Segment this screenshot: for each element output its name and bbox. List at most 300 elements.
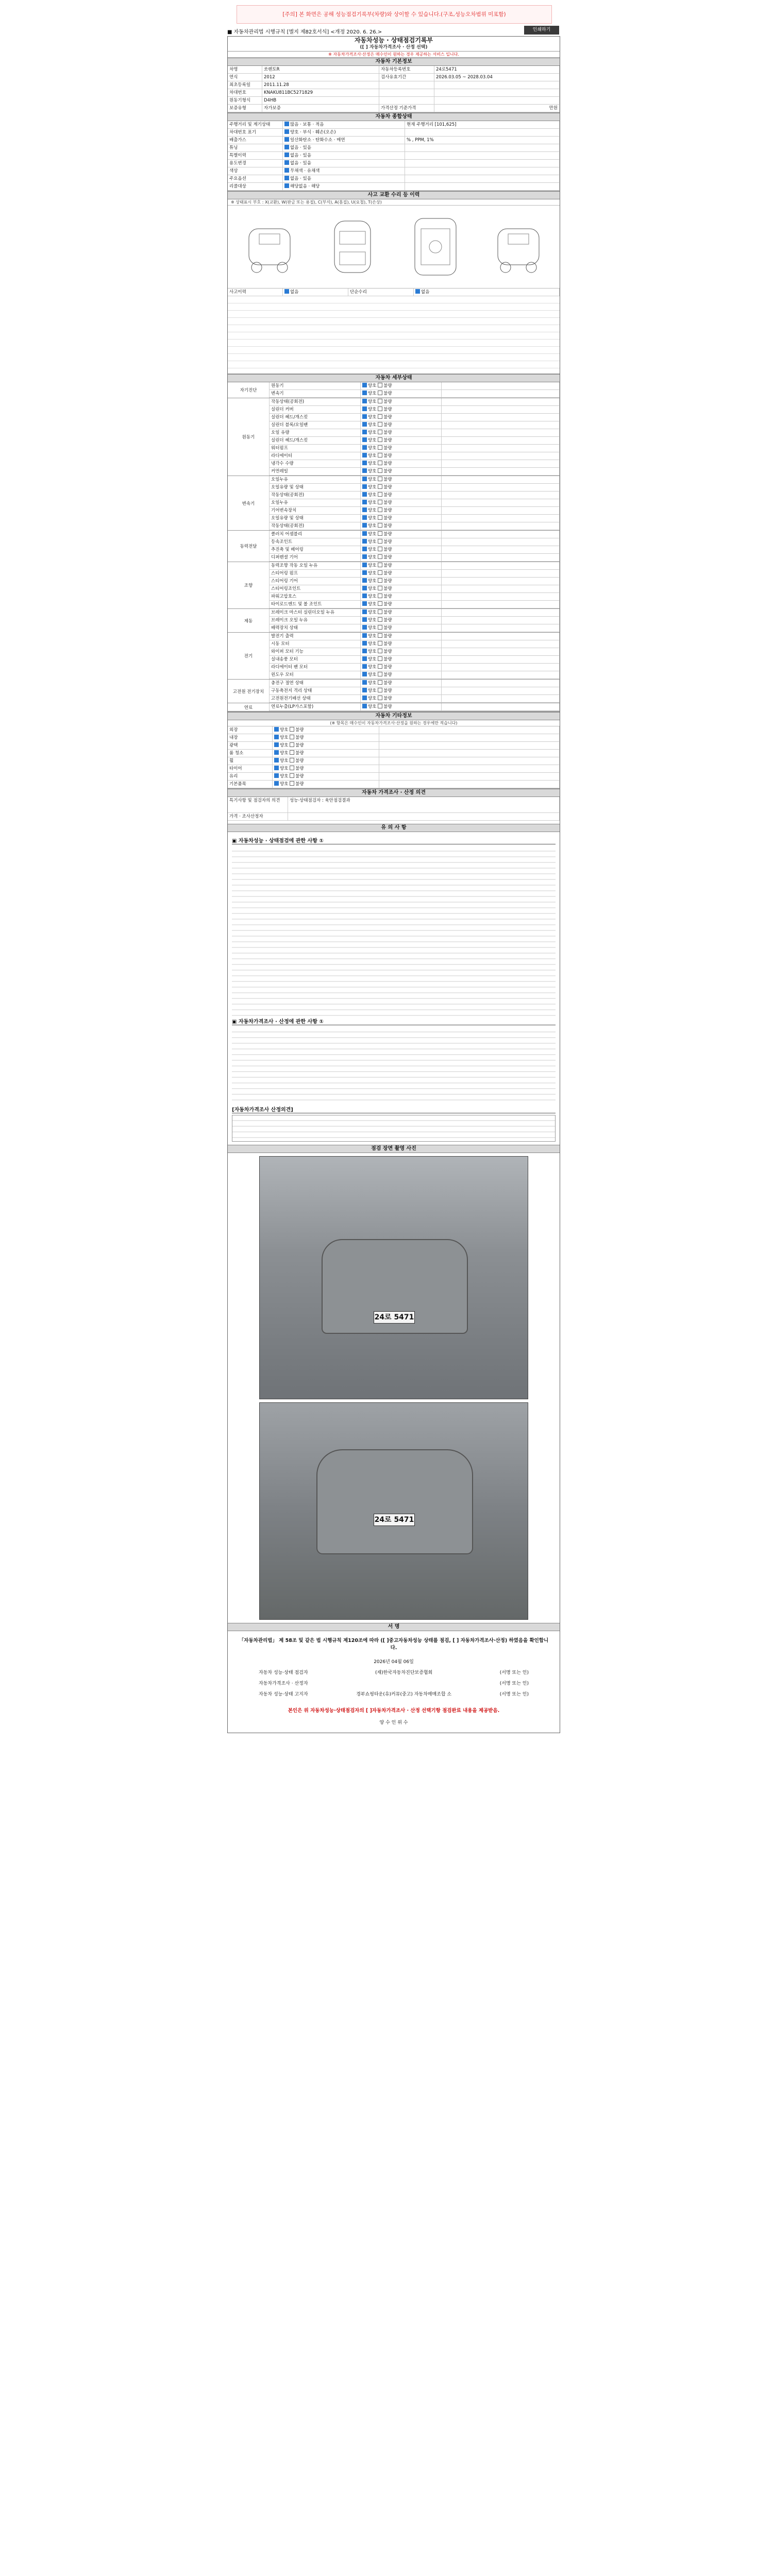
state-bad: 불량 — [295, 782, 304, 787]
state-good: 양호 — [368, 485, 377, 490]
state-good: 양호 — [368, 657, 377, 662]
state-good: 양호 — [368, 563, 377, 568]
detail-row — [270, 445, 560, 452]
detail-state[interactable] — [361, 593, 442, 600]
state-bad: 불량 — [383, 446, 392, 451]
state-bad: 불량 — [383, 571, 392, 576]
state-bad: 불량 — [383, 477, 392, 482]
detail-item: 라디에이터 — [270, 452, 361, 460]
state-bad: 불량 — [383, 688, 392, 693]
detail-item: 등속조인트 — [270, 538, 361, 546]
detail-row — [270, 554, 560, 562]
state-good: 양호 — [368, 430, 377, 435]
state-good: 양호 — [368, 477, 377, 482]
first-reg: 2011.11.28 — [262, 81, 379, 89]
detail-row — [270, 414, 560, 421]
state-bad: 불량 — [295, 766, 304, 771]
state-good: 양호 — [368, 634, 377, 639]
detail-item: 스티어링 펌프 — [270, 570, 361, 577]
etc-row — [228, 773, 560, 781]
detail-group-label: 전기 — [228, 633, 270, 679]
buyer-sign: 양 수 인 위 수 — [379, 1720, 408, 1725]
law-text: 「자동차관리법」 제 58조 및 같은 법 시행규칙 제120조에 따라 ([ ]중고자동차성능 상태를 점검, [ ] 자동차가격조사·산정) 하였음을 확인합니다. — [239, 1638, 549, 1651]
inspection-sheet — [227, 36, 560, 1733]
summary-state[interactable] — [283, 160, 405, 167]
etc-item: 기본품목 — [228, 781, 273, 788]
detail-state[interactable] — [361, 617, 442, 624]
summary-table — [228, 121, 560, 191]
notifier-value: 경부쇼핑타운(유)커뮤(중고) 자동차매매조합 소 — [356, 1692, 452, 1697]
car-top-view-icon — [405, 213, 466, 280]
state-bad: 불량 — [383, 641, 392, 647]
detail-row — [270, 617, 560, 624]
etc-state[interactable] — [273, 757, 379, 765]
detail-state[interactable] — [361, 484, 442, 491]
detail-group — [228, 476, 560, 531]
detail-row — [270, 703, 560, 711]
state-good: 양호 — [368, 696, 377, 701]
detail-state[interactable] — [361, 445, 442, 452]
detail-row — [270, 695, 560, 703]
detail-item: 브레이크 마스터 실린더오일 누유 — [270, 609, 361, 616]
detail-item: 고전원전기배선 상태 — [270, 695, 361, 702]
summary-row — [228, 137, 560, 144]
signature-row-pricer — [228, 1677, 560, 1688]
print-button[interactable]: 인쇄하기 — [524, 26, 559, 35]
detail-state[interactable] — [361, 570, 442, 577]
summary-state-text: 없음 · 있음 — [290, 153, 311, 158]
detail-item: 타이로드엔드 및 볼 조인트 — [270, 601, 361, 608]
detail-state[interactable] — [361, 554, 442, 561]
state-good: 양호 — [368, 672, 377, 677]
summary-value — [405, 152, 560, 159]
state-good: 양호 — [368, 516, 377, 521]
detail-state[interactable] — [361, 633, 442, 640]
accident-none-checkbox[interactable] — [283, 289, 348, 296]
summary-state[interactable] — [283, 175, 405, 182]
repair-none-checkbox[interactable] — [414, 289, 560, 296]
detail-group-label: 원동기 — [228, 398, 270, 476]
accident-summary-row — [228, 289, 560, 296]
detail-state[interactable] — [361, 703, 442, 710]
summary-value — [405, 129, 560, 136]
state-bad: 불량 — [383, 415, 392, 420]
detail-group — [228, 382, 560, 398]
detail-row — [270, 484, 560, 492]
detail-state[interactable] — [361, 421, 442, 429]
detail-state[interactable] — [361, 460, 442, 467]
state-bad: 불량 — [383, 516, 392, 521]
summary-row — [228, 152, 560, 160]
state-bad: 불량 — [383, 665, 392, 670]
detail-row — [270, 585, 560, 593]
price-opinion-box — [232, 1115, 556, 1142]
state-good: 양호 — [368, 493, 377, 498]
detail-state[interactable] — [361, 640, 442, 648]
detail-item: 충전구 절연 상태 — [270, 680, 361, 687]
state-bad: 불량 — [383, 508, 392, 513]
engine-value: D4HB — [262, 97, 379, 104]
state-good: 양호 — [368, 704, 377, 709]
state-good: 양호 — [368, 422, 377, 428]
state-good: 양호 — [368, 641, 377, 647]
detail-group — [228, 680, 560, 703]
price-opinion-label: 가격 · 조사산정자 — [228, 813, 288, 820]
plate-value: 24로5471 — [434, 66, 560, 73]
summary-row — [228, 160, 560, 167]
state-good: 양호 — [368, 500, 377, 505]
state-good: 양호 — [280, 743, 289, 748]
detail-state[interactable] — [361, 546, 442, 553]
detail-state[interactable] — [361, 585, 442, 592]
state-bad: 불량 — [383, 704, 392, 709]
detail-item: 오일유량 및 상태 — [270, 484, 361, 491]
summary-state[interactable] — [283, 121, 405, 128]
inspection-photo-rear — [259, 1402, 528, 1620]
state-good: 양호 — [368, 571, 377, 576]
etc-row — [228, 726, 560, 734]
state-bad: 불량 — [383, 594, 392, 599]
state-good: 양호 — [368, 415, 377, 420]
summary-item: 주행거리 및 계기상태 — [228, 121, 283, 128]
form-legal-reference: ■ 자동차관리법 시행규칙 [별지 제82호서식] <개정 2020. 6. 26.> — [227, 29, 382, 35]
detail-item: 추진축 및 베어링 — [270, 546, 361, 553]
detail-item: 원동기 — [270, 382, 361, 389]
state-good: 양호 — [368, 391, 377, 396]
detail-table — [228, 382, 560, 712]
detail-item: 파워고압호스 — [270, 593, 361, 600]
summary-state-text: 없음 · 있음 — [290, 161, 311, 166]
detail-state[interactable] — [361, 406, 442, 413]
etc-state[interactable] — [273, 742, 379, 749]
signature-header: 서 명 — [228, 1623, 560, 1631]
detail-state[interactable] — [361, 476, 442, 483]
etc-item: 광택 — [228, 742, 273, 749]
summary-state[interactable] — [283, 129, 405, 136]
summary-row — [228, 183, 560, 191]
detail-state[interactable] — [361, 695, 442, 702]
summary-state-text: 양호 · 부식 · 훼손(오손) — [290, 130, 336, 135]
detail-item: 시동 모터 — [270, 640, 361, 648]
detail-item: 작동상태(공회전) — [270, 398, 361, 405]
state-bad: 불량 — [383, 391, 392, 396]
license-plate-front: 24로 5471 — [374, 1311, 415, 1324]
opinion-header: 자동차 가격조사 · 산정 의견 — [228, 789, 560, 797]
state-bad: 불량 — [383, 399, 392, 404]
state-bad: 불량 — [383, 625, 392, 631]
etc-item: 내장 — [228, 734, 273, 741]
summary-value — [405, 183, 560, 190]
engine-label: 원동기형식 — [228, 97, 262, 104]
warranty-label: 보증유형 — [228, 105, 262, 112]
state-bad: 불량 — [383, 493, 392, 498]
detail-header: 자동차 세부상태 — [228, 374, 560, 382]
year-value: 2012 — [262, 74, 379, 81]
top-warning-banner: [주의] 본 화면은 공해 성능점검기록부(차량)와 상이할 수 있습니다.(구조,성능오차범위 미포함) — [237, 5, 552, 24]
notifier-label: 자동차 성능·상태 고지자 — [259, 1692, 308, 1697]
detail-state[interactable] — [361, 624, 442, 632]
summary-state[interactable] — [283, 152, 405, 159]
detail-state[interactable] — [361, 562, 442, 569]
summary-row — [228, 129, 560, 137]
summary-item: 특별이력 — [228, 152, 283, 159]
car-front-view-icon — [322, 213, 383, 280]
detail-row — [270, 609, 560, 617]
detail-item: 윈도우 모터 — [270, 671, 361, 679]
detail-row — [270, 601, 560, 608]
signature-block — [228, 1631, 560, 1733]
summary-item: 용도변경 — [228, 160, 283, 167]
detail-state[interactable] — [361, 414, 442, 421]
summary-state-text: 없음 · 있음 — [290, 176, 311, 181]
state-good: 양호 — [368, 594, 377, 599]
car-name: 쏘렌토R — [262, 66, 379, 73]
detail-group-label: 변속기 — [228, 476, 270, 530]
summary-row — [228, 167, 560, 175]
state-bad: 불량 — [383, 485, 392, 490]
summary-state-text: 없음 · 있음 — [290, 145, 311, 150]
detail-state[interactable] — [361, 515, 442, 522]
state-good: 양호 — [368, 625, 377, 631]
state-good: 양호 — [280, 782, 289, 787]
summary-value — [405, 167, 560, 175]
detail-item: 스티어링 기어 — [270, 578, 361, 585]
etc-item: 타이어 — [228, 765, 273, 772]
state-bad: 불량 — [383, 407, 392, 412]
detail-state[interactable] — [361, 601, 442, 608]
detail-state[interactable] — [361, 531, 442, 538]
state-bad: 불량 — [383, 681, 392, 686]
etc-row — [228, 742, 560, 750]
state-good: 양호 — [368, 446, 377, 451]
detail-state[interactable] — [361, 538, 442, 546]
summary-state-text: 일산화탄소 · 탄화수소 · 매연 — [290, 138, 345, 143]
etc-row — [228, 750, 560, 757]
state-good: 양호 — [280, 751, 289, 756]
etc-item: 외장 — [228, 726, 273, 734]
detail-state[interactable] — [361, 664, 442, 671]
detail-state[interactable] — [361, 398, 442, 405]
state-good: 양호 — [368, 532, 377, 537]
detail-state[interactable] — [361, 687, 442, 694]
form-title-block — [228, 37, 560, 52]
detail-item: 디퍼렌셜 기어 — [270, 554, 361, 561]
summary-item: 색상 — [228, 167, 283, 175]
detail-state[interactable] — [361, 437, 442, 444]
detail-group — [228, 633, 560, 680]
summary-item: 차대번호 표기 — [228, 129, 283, 136]
signature-row-notifier — [228, 1688, 560, 1699]
summary-item: 튜닝 — [228, 144, 283, 151]
detail-row — [270, 515, 560, 522]
state-bad: 불량 — [295, 758, 304, 764]
detail-item: 클러치 어셈블리 — [270, 531, 361, 538]
etc-state[interactable] — [273, 773, 379, 780]
detail-item: 변속기 — [270, 390, 361, 397]
detail-row — [270, 429, 560, 437]
summary-state[interactable] — [283, 137, 405, 144]
inspect-period: 2026.03.05 ~ 2028.03.04 — [434, 74, 560, 81]
detail-row — [270, 648, 560, 656]
summary-state-text: 무채색 · 유채색 — [290, 168, 320, 174]
detail-item: 와이퍼 모터 기능 — [270, 648, 361, 655]
detail-group-label: 고전원 전기장치 — [228, 680, 270, 703]
state-good: 양호 — [280, 766, 289, 771]
state-bad: 불량 — [383, 555, 392, 560]
notes-section-2-title: ▣ 자동차가격조사 · 산정에 관한 사항 ① — [232, 1019, 556, 1025]
car-rear-shape — [316, 1449, 473, 1554]
state-bad: 불량 — [383, 422, 392, 428]
etc-state[interactable] — [273, 765, 379, 772]
state-good: 양호 — [368, 688, 377, 693]
detail-row — [270, 398, 560, 406]
state-good: 양호 — [368, 539, 377, 545]
summary-state[interactable] — [283, 144, 405, 151]
form-subtitle: ([ ] 자동차가격조사 · 산정 선택) — [360, 45, 428, 50]
year-label: 연식 — [228, 74, 262, 81]
detail-row — [270, 538, 560, 546]
state-good: 양호 — [368, 453, 377, 459]
photo-header: 점검 장면 촬영 사진 — [228, 1145, 560, 1153]
detail-item: 오일누유 — [270, 476, 361, 483]
detail-state[interactable] — [361, 609, 442, 616]
detail-row — [270, 522, 560, 530]
inspector-value: (재)한국자동차진단보증협회 — [375, 1670, 433, 1675]
state-good: 양호 — [368, 438, 377, 443]
signature-row-inspector — [228, 1667, 560, 1677]
state-bad: 불량 — [383, 610, 392, 615]
simple-repair-label: 단순수리 — [348, 289, 414, 296]
repair-none-label: 없음 — [421, 290, 430, 295]
detail-row — [270, 499, 560, 507]
detail-row — [270, 468, 560, 476]
inspect-period-label: 검사유효기간 — [379, 74, 434, 81]
detail-row — [270, 680, 560, 687]
etc-header: 자동차 기타정보 — [228, 712, 560, 720]
detail-item: 연료누출(LP가스포함) — [270, 703, 361, 710]
state-bad: 불량 — [383, 634, 392, 639]
detail-item: 커먼레일 — [270, 468, 361, 475]
state-good: 양호 — [368, 610, 377, 615]
form-title: 자동차성능 · 상태점검기록부 — [354, 37, 433, 44]
detail-state[interactable] — [361, 648, 442, 655]
detail-item: 작동상태(공회전) — [270, 492, 361, 499]
etc-state[interactable] — [273, 750, 379, 757]
state-bad: 불량 — [383, 618, 392, 623]
state-good: 양호 — [368, 399, 377, 404]
detail-state[interactable] — [361, 680, 442, 687]
accident-note: ※ 상태표시 부호 : X(교환), W(판금 또는 용접), C(부식), A(흠집), U(요철), T(손상) — [228, 199, 560, 206]
header-line — [227, 26, 559, 35]
detail-state[interactable] — [361, 382, 442, 389]
state-good: 양호 — [280, 727, 289, 733]
detail-state[interactable] — [361, 468, 442, 475]
summary-state[interactable] — [283, 183, 405, 190]
detail-state[interactable] — [361, 507, 442, 514]
detail-row — [270, 390, 560, 398]
detail-item: 작동상태(공회전) — [270, 522, 361, 530]
etc-state[interactable] — [273, 726, 379, 734]
warranty-value: 자가보증 — [262, 105, 379, 112]
state-bad: 불량 — [383, 539, 392, 545]
state-good: 양호 — [368, 618, 377, 623]
basic-info-header: 자동차 기본정보 — [228, 58, 560, 66]
detail-state[interactable] — [361, 390, 442, 397]
summary-value: % , PPM, 1% — [405, 137, 560, 144]
state-bad: 불량 — [295, 774, 304, 779]
state-good: 양호 — [368, 602, 377, 607]
detail-item: 스티어링조인트 — [270, 585, 361, 592]
state-bad: 불량 — [295, 743, 304, 748]
detail-state[interactable] — [361, 452, 442, 460]
detail-group — [228, 703, 560, 711]
state-good: 양호 — [368, 523, 377, 529]
notes-section-1-text — [232, 846, 556, 1016]
detail-row — [270, 687, 560, 695]
state-good: 양호 — [368, 547, 377, 552]
detail-row — [270, 452, 560, 460]
summary-item: 주요옵션 — [228, 175, 283, 182]
state-good: 양호 — [280, 758, 289, 764]
detail-state[interactable] — [361, 492, 442, 499]
detail-state[interactable] — [361, 499, 442, 506]
detail-row — [270, 593, 560, 601]
price-unit: 만원 — [434, 105, 560, 112]
state-bad: 불량 — [383, 532, 392, 537]
detail-row — [270, 531, 560, 538]
summary-row — [228, 121, 560, 129]
summary-row — [228, 144, 560, 152]
summary-value — [405, 160, 560, 167]
etc-row — [228, 765, 560, 773]
summary-header: 자동차 종합상태 — [228, 113, 560, 121]
summary-value — [405, 175, 560, 182]
detail-group — [228, 398, 560, 476]
detail-row — [270, 633, 560, 640]
notes-section-2-text — [232, 1027, 556, 1104]
etc-row — [228, 781, 560, 788]
detail-state[interactable] — [361, 656, 442, 663]
detail-row — [270, 656, 560, 664]
detail-item: 실내송풍 모터 — [270, 656, 361, 663]
state-bad: 불량 — [383, 461, 392, 466]
detail-group-label: 동력전달 — [228, 531, 270, 562]
summary-item: 리콜대상 — [228, 183, 283, 190]
detail-item: 구동축전지 격리 상태 — [270, 687, 361, 694]
detail-group-label: 제동 — [228, 609, 270, 632]
license-plate-rear: 24로 5471 — [374, 1514, 415, 1526]
summary-state[interactable] — [283, 167, 405, 175]
etc-state[interactable] — [273, 781, 379, 788]
state-bad: 불량 — [383, 430, 392, 435]
state-bad: 불량 — [383, 500, 392, 505]
state-bad: 불량 — [383, 469, 392, 474]
state-bad: 불량 — [383, 547, 392, 552]
signature-date: 2026년 04월 06일 — [374, 1659, 414, 1665]
summary-state-text: 많음 · 보통 · 적음 — [290, 122, 324, 127]
etc-state[interactable] — [273, 734, 379, 741]
etc-table — [228, 726, 560, 789]
detail-item: 오일누유 — [270, 499, 361, 506]
detail-state[interactable] — [361, 522, 442, 530]
state-good: 양호 — [368, 469, 377, 474]
detail-row — [270, 382, 560, 390]
detail-row — [270, 570, 560, 578]
detail-state[interactable] — [361, 578, 442, 585]
detail-state[interactable] — [361, 671, 442, 679]
detail-state[interactable] — [361, 429, 442, 436]
etc-note: (※ 항목은 매수인이 자동차가격조사·산정을 원하는 경우에만 적습니다) — [228, 720, 560, 726]
